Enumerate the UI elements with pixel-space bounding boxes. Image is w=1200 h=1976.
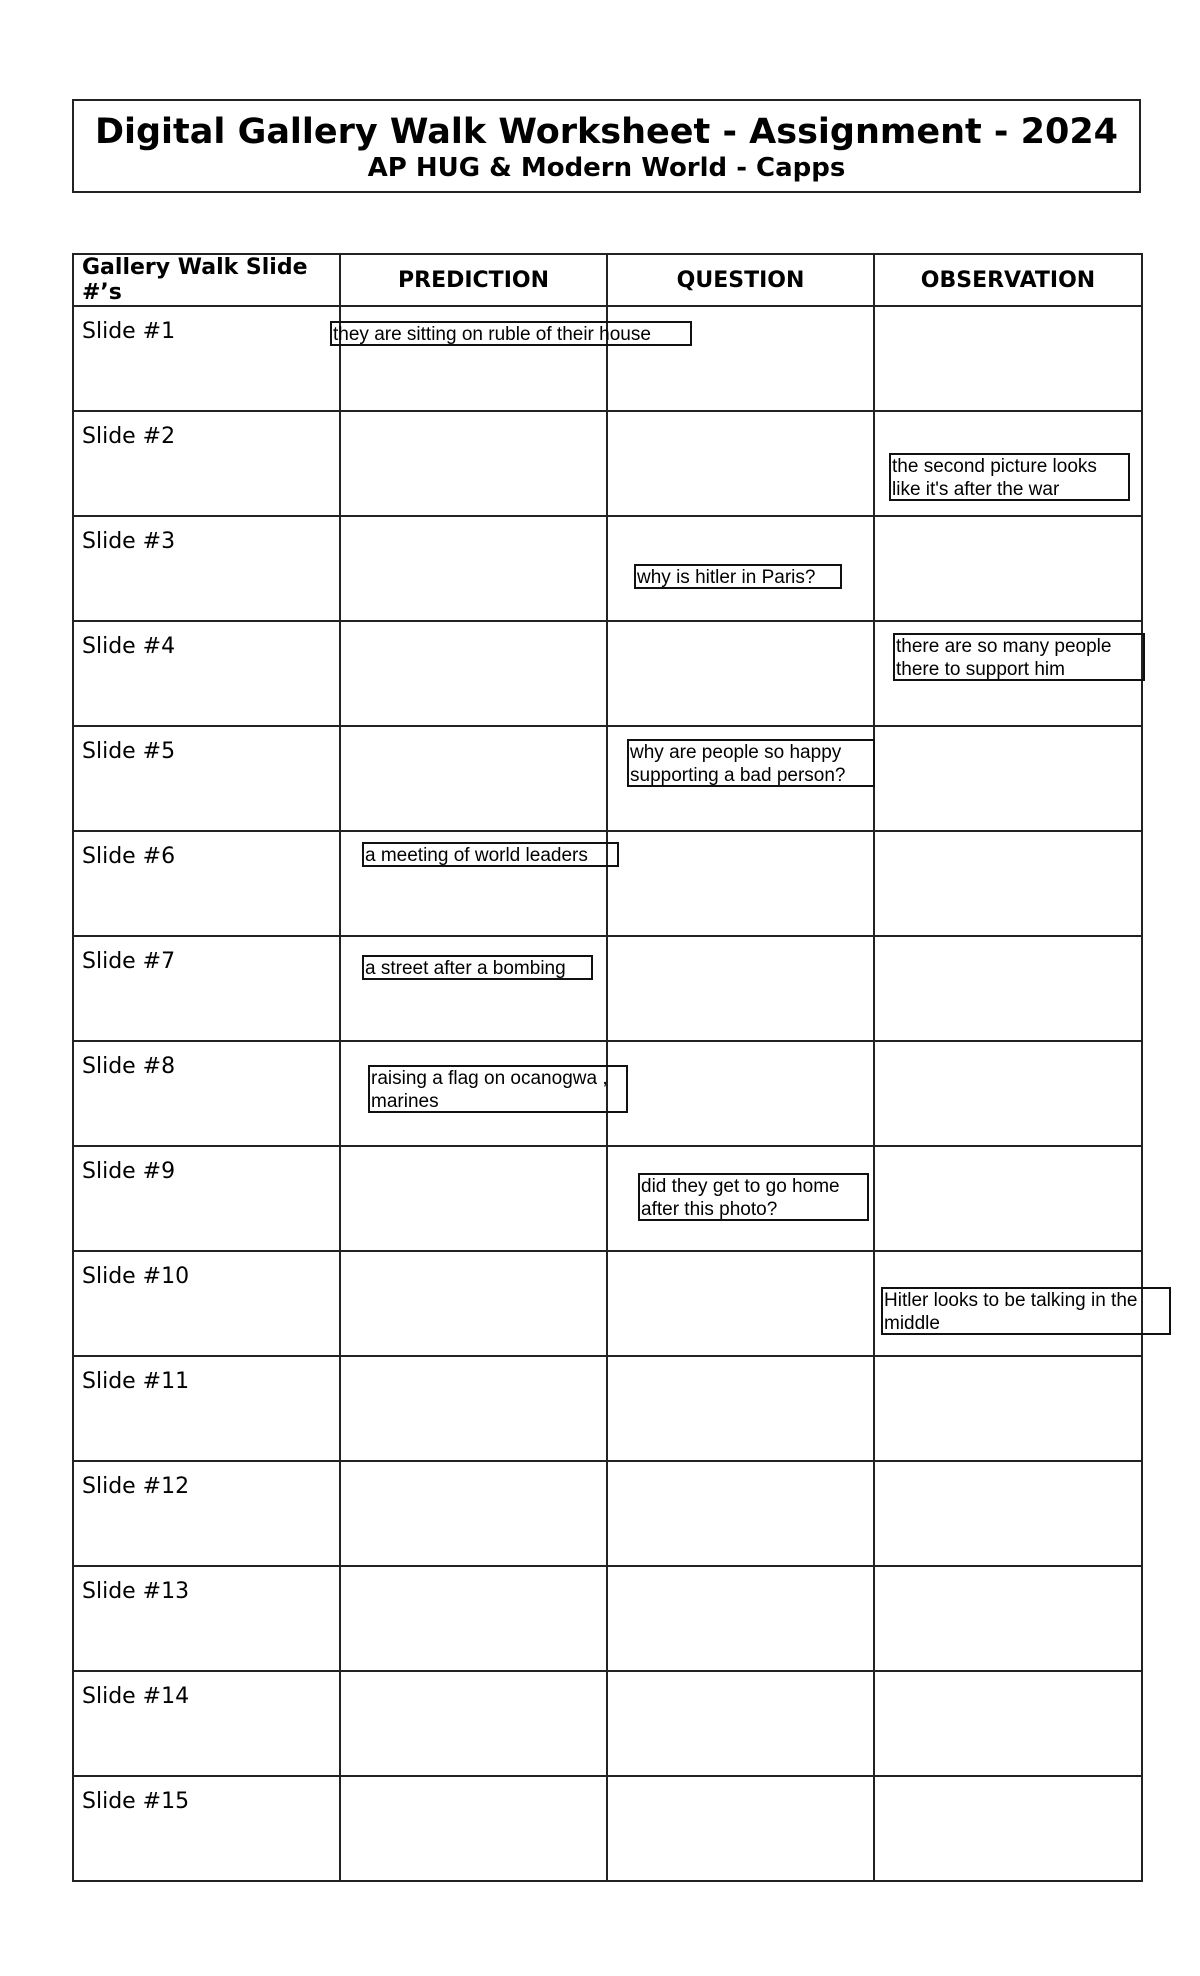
table-row bbox=[73, 1461, 1142, 1566]
slide-label: Slide #8 bbox=[82, 1054, 176, 1079]
slide-cell bbox=[73, 516, 340, 621]
text-box-slide2-observation[interactable]: the second picture looks like it's after the war bbox=[889, 453, 1130, 501]
table-row bbox=[73, 726, 1142, 831]
table-row bbox=[73, 1671, 1142, 1776]
slide-cell bbox=[73, 1251, 340, 1356]
text-box-slide8-prediction[interactable]: raising a flag on ocanogwa , marines bbox=[368, 1065, 628, 1113]
prediction-cell[interactable] bbox=[340, 1461, 607, 1566]
slide-cell bbox=[73, 1776, 340, 1881]
question-cell[interactable] bbox=[607, 621, 874, 726]
observation-cell[interactable] bbox=[874, 1461, 1142, 1566]
text-box-slide6-prediction[interactable]: a meeting of world leaders bbox=[362, 842, 619, 867]
slide-label: Slide #2 bbox=[82, 424, 176, 449]
slide-cell bbox=[73, 1566, 340, 1671]
table-row bbox=[73, 936, 1142, 1041]
slide-label: Slide #7 bbox=[82, 949, 176, 974]
question-cell[interactable] bbox=[607, 411, 874, 516]
column-header-slide: Gallery Walk Slide #’s bbox=[73, 254, 340, 306]
column-header-prediction: PREDICTION bbox=[340, 254, 607, 306]
text-box-slide3-question[interactable]: why is hitler in Paris? bbox=[634, 564, 842, 589]
slide-label: Slide #15 bbox=[82, 1789, 190, 1814]
question-cell[interactable] bbox=[607, 1671, 874, 1776]
prediction-cell[interactable] bbox=[340, 1566, 607, 1671]
slide-label: Slide #12 bbox=[82, 1474, 190, 1499]
text-box-slide1-prediction[interactable]: they are sitting on ruble of their house bbox=[330, 321, 692, 346]
observation-cell[interactable] bbox=[874, 936, 1142, 1041]
slide-label: Slide #4 bbox=[82, 634, 176, 659]
text-box-slide5-question[interactable]: why are people so happy supporting a bad person? bbox=[627, 739, 875, 787]
slide-cell bbox=[73, 831, 340, 936]
worksheet-title-box bbox=[72, 99, 1141, 193]
question-cell[interactable] bbox=[607, 1251, 874, 1356]
question-cell[interactable] bbox=[607, 1461, 874, 1566]
slide-label: Slide #1 bbox=[82, 319, 176, 344]
slide-cell bbox=[73, 621, 340, 726]
observation-cell[interactable] bbox=[874, 726, 1142, 831]
slide-cell bbox=[73, 306, 340, 411]
table-header-row bbox=[73, 254, 1142, 306]
question-cell[interactable] bbox=[607, 1776, 874, 1881]
slide-cell bbox=[73, 936, 340, 1041]
observation-cell[interactable] bbox=[874, 1146, 1142, 1251]
observation-cell[interactable] bbox=[874, 1671, 1142, 1776]
slide-cell bbox=[73, 1671, 340, 1776]
prediction-cell[interactable] bbox=[340, 1356, 607, 1461]
prediction-cell[interactable] bbox=[340, 936, 607, 1041]
prediction-cell[interactable] bbox=[340, 516, 607, 621]
prediction-cell[interactable] bbox=[340, 621, 607, 726]
prediction-cell[interactable] bbox=[340, 411, 607, 516]
question-cell[interactable] bbox=[607, 936, 874, 1041]
prediction-cell[interactable] bbox=[340, 726, 607, 831]
table-row bbox=[73, 1356, 1142, 1461]
observation-cell[interactable] bbox=[874, 1776, 1142, 1881]
slide-label: Slide #10 bbox=[82, 1264, 190, 1289]
observation-cell[interactable] bbox=[874, 1566, 1142, 1671]
question-cell[interactable] bbox=[607, 831, 874, 936]
slide-label: Slide #11 bbox=[82, 1369, 190, 1394]
worksheet-subtitle: AP HUG & Modern World - Capps bbox=[367, 153, 846, 183]
text-box-slide4-observation[interactable]: there are so many people there to support him bbox=[893, 633, 1145, 681]
table-row bbox=[73, 516, 1142, 621]
prediction-cell[interactable] bbox=[340, 1146, 607, 1251]
slide-label: Slide #3 bbox=[82, 529, 176, 554]
observation-cell[interactable] bbox=[874, 516, 1142, 621]
question-cell[interactable] bbox=[607, 1041, 874, 1146]
observation-cell[interactable] bbox=[874, 306, 1142, 411]
column-header-observation: OBSERVATION bbox=[874, 254, 1142, 306]
text-box-slide10-observation[interactable]: Hitler looks to be talking in the middle bbox=[881, 1287, 1171, 1335]
observation-cell[interactable] bbox=[874, 1041, 1142, 1146]
prediction-cell[interactable] bbox=[340, 1251, 607, 1356]
slide-cell bbox=[73, 1041, 340, 1146]
slide-cell bbox=[73, 1461, 340, 1566]
slide-label: Slide #6 bbox=[82, 844, 176, 869]
prediction-cell[interactable] bbox=[340, 1671, 607, 1776]
slide-label: Slide #5 bbox=[82, 739, 176, 764]
table-row bbox=[73, 1146, 1142, 1251]
observation-cell[interactable] bbox=[874, 1356, 1142, 1461]
table-row bbox=[73, 1566, 1142, 1671]
slide-cell bbox=[73, 1146, 340, 1251]
text-box-slide7-prediction[interactable]: a street after a bombing bbox=[362, 955, 593, 980]
question-cell[interactable] bbox=[607, 1356, 874, 1461]
slide-label: Slide #13 bbox=[82, 1579, 190, 1604]
question-cell[interactable] bbox=[607, 1566, 874, 1671]
worksheet-title: Digital Gallery Walk Worksheet - Assignment - 2024 bbox=[94, 112, 1119, 152]
column-header-question: QUESTION bbox=[607, 254, 874, 306]
prediction-cell[interactable] bbox=[340, 1776, 607, 1881]
slide-label: Slide #9 bbox=[82, 1159, 176, 1184]
observation-cell[interactable] bbox=[874, 831, 1142, 936]
table-row bbox=[73, 1776, 1142, 1881]
slide-cell bbox=[73, 726, 340, 831]
text-box-slide9-question[interactable]: did they get to go home after this photo? bbox=[638, 1173, 869, 1221]
slide-cell bbox=[73, 1356, 340, 1461]
slide-cell bbox=[73, 411, 340, 516]
slide-label: Slide #14 bbox=[82, 1684, 190, 1709]
